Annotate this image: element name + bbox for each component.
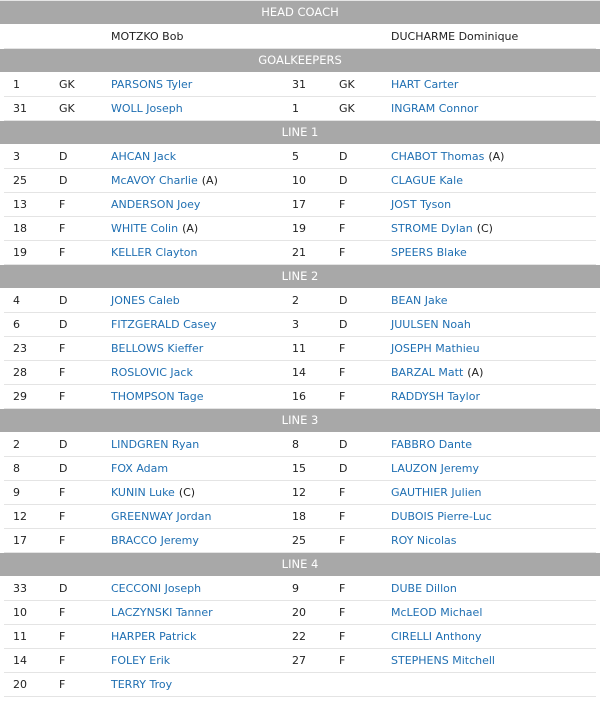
player-cell [111, 193, 200, 216]
player-cell [111, 169, 218, 192]
player-cell [391, 505, 492, 528]
table-row [4, 313, 596, 337]
player-link[interactable]: JOSEPH Mathieu [391, 342, 480, 355]
captain-tag: (C) [178, 486, 196, 499]
jersey-number: 9 [292, 582, 299, 595]
player-link[interactable]: FOLEY Erik [111, 654, 171, 667]
table-row [4, 361, 596, 385]
jersey-number: 8 [292, 438, 299, 451]
player-cell [391, 145, 504, 168]
jersey-number: 33 [13, 582, 27, 595]
position: F [339, 342, 346, 355]
position: F [59, 390, 66, 403]
jersey-number: 20 [13, 678, 27, 691]
jersey-number: 31 [292, 78, 306, 91]
position: D [339, 294, 348, 307]
table-row [4, 385, 596, 409]
player-link[interactable]: DUBE Dillon [391, 582, 457, 595]
table-row [4, 457, 596, 481]
table-row [4, 433, 596, 457]
player-link[interactable]: JOST Tyson [391, 198, 452, 211]
player-link[interactable]: JONES Caleb [111, 294, 180, 307]
position: F [59, 246, 66, 259]
table-row [4, 289, 596, 313]
table-row [4, 73, 596, 97]
jersey-number: 18 [292, 510, 306, 523]
position: D [59, 294, 68, 307]
player-cell [111, 673, 172, 696]
player-cell [391, 169, 463, 192]
jersey-number: 8 [13, 462, 20, 475]
player-cell [391, 577, 457, 600]
jersey-number: 13 [13, 198, 27, 211]
captain-tag: (A) [488, 150, 505, 163]
table-row [4, 649, 596, 673]
player-cell [391, 529, 457, 552]
jersey-number: 25 [13, 174, 27, 187]
position: F [339, 390, 346, 403]
player-link[interactable]: FABBRO Dante [391, 438, 472, 451]
player-link[interactable]: BELLOWS Kieffer [111, 342, 204, 355]
position: F [339, 582, 346, 595]
position: F [59, 534, 66, 547]
player-link[interactable]: WOLL Joseph [111, 102, 183, 115]
player-link[interactable]: CIRELLI Anthony [391, 630, 482, 643]
player-link[interactable]: LAUZON Jeremy [391, 462, 479, 475]
player-cell [111, 289, 180, 312]
player-cell [391, 241, 467, 264]
player-link[interactable]: LINDGREN Ryan [111, 438, 200, 451]
position: D [59, 462, 68, 475]
player-link[interactable]: JUULSEN Noah [391, 318, 471, 331]
position: F [339, 198, 346, 211]
player-cell [391, 457, 479, 480]
jersey-number: 10 [292, 174, 306, 187]
player-link[interactable]: SPEERS Blake [391, 246, 467, 259]
table-row [4, 241, 596, 265]
jersey-number: 19 [292, 222, 306, 235]
coach-name: MOTZKO Bob [111, 30, 184, 43]
jersey-number: 15 [292, 462, 306, 475]
player-cell [391, 361, 483, 384]
player-link[interactable]: GAUTHIER Julien [391, 486, 482, 499]
position: GK [339, 102, 355, 115]
jersey-number: 11 [292, 342, 306, 355]
position: D [59, 150, 68, 163]
player-link[interactable]: KELLER Clayton [111, 246, 198, 259]
jersey-number: 1 [13, 78, 20, 91]
jersey-number: 18 [13, 222, 27, 235]
player-link[interactable]: STROME Dylan [391, 222, 473, 235]
jersey-number: 5 [292, 150, 299, 163]
player-link[interactable]: ROSLOVIC Jack [111, 366, 193, 379]
player-cell [111, 433, 199, 456]
jersey-number: 10 [13, 606, 27, 619]
player-cell [391, 217, 493, 240]
position: F [59, 366, 66, 379]
player-link[interactable]: DUBOIS Pierre-Luc [391, 510, 492, 523]
position: F [339, 222, 346, 235]
player-link[interactable]: LACZYNSKI Tanner [111, 606, 213, 619]
player-link[interactable]: McAVOY Charlie [111, 174, 198, 187]
player-link[interactable]: HART Carter [391, 78, 459, 91]
position: F [59, 654, 66, 667]
captain-tag: (A) [182, 222, 199, 235]
table-row [4, 25, 596, 49]
table-row [4, 193, 596, 217]
table-row [4, 601, 596, 625]
position: F [59, 510, 66, 523]
table-row [4, 145, 596, 169]
player-link[interactable]: CLAGUE Kale [391, 174, 463, 187]
position: F [339, 366, 346, 379]
player-cell [111, 505, 211, 528]
jersey-number: 28 [13, 366, 27, 379]
position: D [59, 318, 68, 331]
position: F [339, 510, 346, 523]
player-link[interactable]: McLEOD Michael [391, 606, 483, 619]
table-row [4, 577, 596, 601]
jersey-number: 16 [292, 390, 306, 403]
jersey-number: 19 [13, 246, 27, 259]
jersey-number: 14 [292, 366, 306, 379]
player-cell [391, 433, 472, 456]
position: F [59, 630, 66, 643]
position: D [59, 438, 68, 451]
jersey-number: 11 [13, 630, 27, 643]
table-row [4, 481, 596, 505]
position: GK [339, 78, 355, 91]
player-cell [111, 385, 204, 408]
table-row [4, 217, 596, 241]
player-link[interactable]: FOX Adam [111, 462, 169, 475]
jersey-number: 2 [13, 438, 20, 451]
player-link[interactable]: FITZGERALD Casey [111, 318, 217, 331]
table-row [4, 505, 596, 529]
player-cell [111, 337, 203, 360]
player-cell [111, 625, 196, 648]
jersey-number: 21 [292, 246, 306, 259]
jersey-number: 6 [13, 318, 20, 331]
position: F [59, 606, 66, 619]
position: F [339, 630, 346, 643]
player-link[interactable]: THOMPSON Tage [111, 390, 204, 403]
table-row [4, 673, 596, 697]
jersey-number: 3 [13, 150, 20, 163]
jersey-number: 22 [292, 630, 306, 643]
player-cell [391, 481, 482, 504]
player-link[interactable]: BRACCO Jeremy [111, 534, 199, 547]
player-link[interactable]: AHCAN Jack [111, 150, 177, 163]
player-link[interactable]: ROY Nicolas [391, 534, 457, 547]
jersey-number: 31 [13, 102, 27, 115]
player-cell [111, 241, 198, 264]
player-cell [111, 73, 192, 96]
player-cell [391, 193, 451, 216]
jersey-number: 17 [13, 534, 27, 547]
jersey-number: 4 [13, 294, 20, 307]
player-cell [111, 145, 176, 168]
player-cell [111, 529, 199, 552]
player-link[interactable]: TERRY Troy [111, 678, 173, 691]
jersey-number: 9 [13, 486, 20, 499]
player-cell [391, 601, 482, 624]
player-cell [111, 97, 183, 120]
player-cell [391, 289, 447, 312]
section-header: LINE 3 [0, 409, 600, 433]
jersey-number: 14 [13, 654, 27, 667]
position: D [59, 582, 68, 595]
jersey-number: 20 [292, 606, 306, 619]
position: F [339, 654, 346, 667]
player-link[interactable]: CHABOT Thomas [391, 150, 485, 163]
jersey-number: 1 [292, 102, 299, 115]
player-cell [391, 97, 478, 120]
position: D [339, 150, 348, 163]
player-cell [391, 313, 471, 336]
table-row [4, 529, 596, 553]
position: F [59, 342, 66, 355]
table-row [4, 97, 596, 121]
section-header: GOALKEEPERS [0, 49, 600, 73]
position: F [59, 198, 66, 211]
position: D [339, 438, 348, 451]
jersey-number: 3 [292, 318, 299, 331]
player-cell [111, 217, 198, 240]
position: F [339, 246, 346, 259]
position: D [59, 174, 68, 187]
player-link[interactable]: HARPER Patrick [111, 630, 197, 643]
player-link[interactable]: RADDYSH Taylor [391, 390, 480, 403]
player-link[interactable]: BEAN Jake [391, 294, 448, 307]
player-link[interactable]: ANDERSON Joey [111, 198, 201, 211]
position: D [339, 318, 348, 331]
player-link[interactable]: CECCONI Joseph [111, 582, 202, 595]
captain-tag: (C) [476, 222, 493, 235]
player-cell [391, 385, 480, 408]
jersey-number: 12 [13, 510, 27, 523]
position: F [59, 486, 66, 499]
player-link[interactable]: WHITE Colin [111, 222, 179, 235]
player-cell [111, 313, 217, 336]
player-link[interactable]: KUNIN Luke [111, 486, 175, 499]
player-cell [111, 577, 201, 600]
position: D [339, 174, 348, 187]
player-link[interactable]: GREENWAY Jordan [111, 510, 212, 523]
position: F [339, 534, 346, 547]
position: D [339, 462, 348, 475]
player-cell [391, 73, 458, 96]
position: GK [59, 102, 75, 115]
section-header: LINE 2 [0, 265, 600, 289]
jersey-number: 29 [13, 390, 27, 403]
position: F [59, 222, 66, 235]
table-row [4, 337, 596, 361]
jersey-number: 23 [13, 342, 27, 355]
jersey-number: 17 [292, 198, 306, 211]
player-cell [111, 457, 168, 480]
jersey-number: 27 [292, 654, 306, 667]
player-link[interactable]: STEPHENS Mitchell [391, 654, 495, 667]
player-cell [111, 601, 213, 624]
section-header: LINE 1 [0, 121, 600, 145]
coach-name: DUCHARME Dominique [391, 30, 519, 43]
jersey-number: 25 [292, 534, 306, 547]
position: F [59, 678, 66, 691]
jersey-number: 12 [292, 486, 306, 499]
player-link[interactable]: INGRAM Connor [391, 102, 479, 115]
captain-tag: (A) [201, 174, 218, 187]
section-header: LINE 4 [0, 553, 600, 577]
table-row [4, 625, 596, 649]
position: GK [59, 78, 75, 91]
player-link[interactable]: BARZAL Matt [391, 366, 464, 379]
table-row [4, 169, 596, 193]
player-cell [111, 649, 170, 672]
player-cell [391, 649, 495, 672]
player-cell [391, 625, 482, 648]
player-cell [111, 481, 195, 504]
section-header: HEAD COACH [0, 1, 600, 25]
position: F [339, 486, 346, 499]
player-cell [391, 337, 480, 360]
jersey-number: 2 [292, 294, 299, 307]
player-link[interactable]: PARSONS Tyler [111, 78, 193, 91]
position: F [339, 606, 346, 619]
player-cell [111, 361, 193, 384]
captain-tag: (A) [467, 366, 484, 379]
